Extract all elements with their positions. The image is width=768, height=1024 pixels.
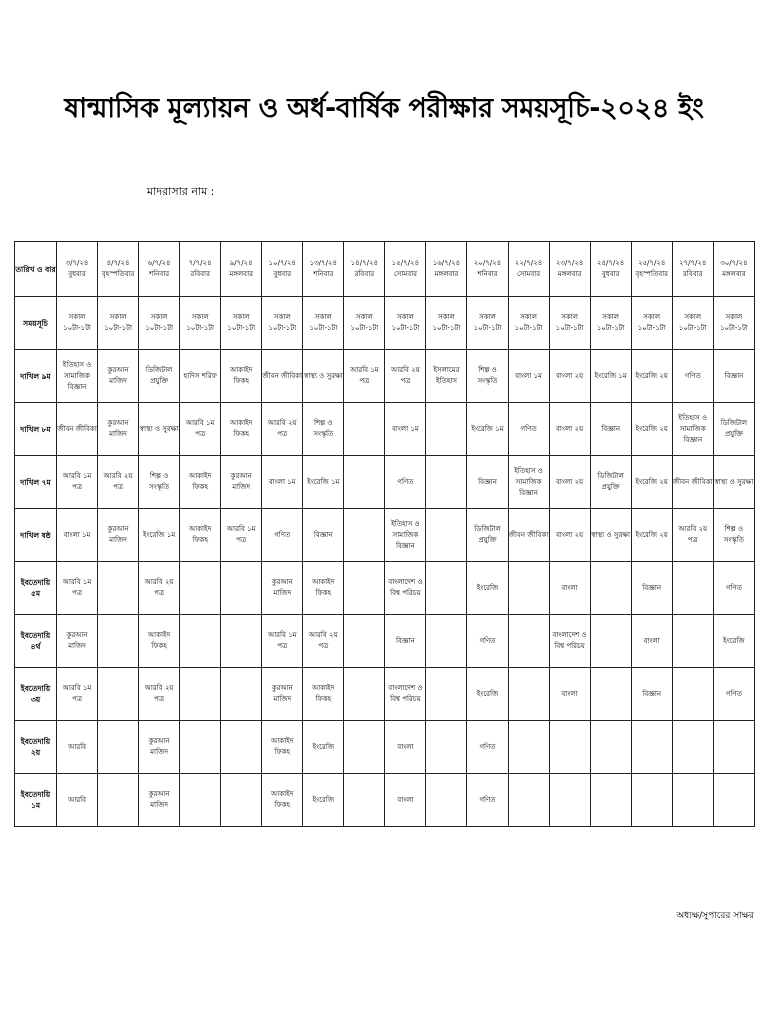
table-cell xyxy=(98,562,139,615)
table-cell: আকাইদ ফিকহ xyxy=(262,721,303,774)
table-cell: স্বাস্থ্য ও সুরক্ষা xyxy=(303,350,344,403)
table-cell: আকাইদ ফিকহ xyxy=(180,509,221,562)
table-cell: গণিত xyxy=(713,562,754,615)
page-title: ষান্মাসিক মূল্যায়ন ও অর্ধ-বার্ষিক পরীক্ষার সময়সূচি-২০২৪ ইং xyxy=(64,93,704,124)
table-cell: ১০/৭/২৪ বুধবার xyxy=(262,242,303,297)
table-cell: ইতিহাস ও সামাজিক বিজ্ঞান xyxy=(672,403,713,456)
table-row xyxy=(15,562,755,615)
table-cell: শিল্প ও সংস্কৃতি xyxy=(713,509,754,562)
table-cell: বাংলা xyxy=(385,721,426,774)
row-label-cell: ইবতেদায়ি ৫ম xyxy=(15,562,57,615)
table-cell: আরবি ১ম পত্র xyxy=(262,615,303,668)
row-label-cell: দাখিল ষষ্ঠ xyxy=(15,509,57,562)
table-cell xyxy=(180,774,221,827)
table-cell xyxy=(426,403,467,456)
table-cell: বাংলা xyxy=(385,774,426,827)
table-cell xyxy=(344,562,385,615)
table-cell xyxy=(672,721,713,774)
table-row xyxy=(15,509,755,562)
table-cell: গণিত xyxy=(467,615,508,668)
table-cell: আরবি ১ম পত্র xyxy=(180,403,221,456)
table-cell: ১৩/৭/২৪ শনিবার xyxy=(303,242,344,297)
table-cell: স্বাস্থ্য ও সুরক্ষা xyxy=(713,456,754,509)
table-cell xyxy=(344,774,385,827)
table-cell xyxy=(508,721,549,774)
table-cell: কুরআন মাজিদ xyxy=(98,509,139,562)
table-cell: গণিত xyxy=(385,456,426,509)
table-cell: সকাল ১০টা-১টা xyxy=(467,297,508,350)
row-label-cell: ইবতেদায়ি ৪র্থ xyxy=(15,615,57,668)
table-cell xyxy=(713,721,754,774)
table-cell: ডিজিটাল প্রযুক্তি xyxy=(590,456,631,509)
table-cell: ৪/৭/২৪ বৃহস্পতিবার xyxy=(98,242,139,297)
table-cell: আরবি ২য় পত্র xyxy=(98,456,139,509)
table-cell: বাংলাদেশ ও বিশ্ব পরিচয় xyxy=(385,562,426,615)
table-cell: হাদিস শরিফ xyxy=(180,350,221,403)
table-cell xyxy=(344,403,385,456)
table-row xyxy=(15,615,755,668)
table-cell xyxy=(98,615,139,668)
principal-signature-label: অধ্যক্ষ/সুপারের সাক্ষর xyxy=(676,911,754,921)
table-cell xyxy=(672,668,713,721)
table-cell: জীবন জীবিকা xyxy=(508,509,549,562)
table-cell xyxy=(549,721,590,774)
table-cell xyxy=(344,668,385,721)
table-cell: আকাইদ ফিকহ xyxy=(221,403,262,456)
table-cell xyxy=(508,615,549,668)
table-cell xyxy=(426,509,467,562)
table-cell: বাংলা xyxy=(549,562,590,615)
table-row xyxy=(15,456,755,509)
table-cell: ইংরেজি ২য় xyxy=(631,509,672,562)
table-cell: আরবি xyxy=(57,774,98,827)
table-cell: ইতিহাস ও সামাজিক বিজ্ঞান xyxy=(508,456,549,509)
table-cell: ৯/৭/২৪ মঙ্গলবার xyxy=(221,242,262,297)
table-cell: গণিত xyxy=(262,509,303,562)
table-cell: সকাল ১০টা-১টা xyxy=(303,297,344,350)
table-cell xyxy=(180,562,221,615)
table-cell xyxy=(672,615,713,668)
table-cell xyxy=(631,721,672,774)
table-cell: গণিত xyxy=(508,403,549,456)
table-cell xyxy=(508,668,549,721)
table-cell: কুরআন মাজিদ xyxy=(139,774,180,827)
table-cell xyxy=(590,721,631,774)
table-cell xyxy=(508,774,549,827)
table-cell xyxy=(426,668,467,721)
table-cell: ৩০/৭/২৪ মঙ্গলবার xyxy=(713,242,754,297)
table-cell: ২৩/৭/২৪ মঙ্গলবার xyxy=(549,242,590,297)
table-cell: আরবি ১ম পত্র xyxy=(57,668,98,721)
table-row xyxy=(15,403,755,456)
table-row xyxy=(15,297,755,350)
table-cell: ইতিহাস ও সামাজিক বিজ্ঞান xyxy=(57,350,98,403)
table-cell: ২৪/৭/২৪ বুধবার xyxy=(590,242,631,297)
table-cell: ২২/৭/২৪ সোমবার xyxy=(508,242,549,297)
table-cell: ইংরেজি ২য় xyxy=(631,350,672,403)
table-cell: স্বাস্থ্য ও সুরক্ষা xyxy=(139,403,180,456)
table-cell: বাংলা ১ম xyxy=(385,403,426,456)
table-cell: সকাল ১০টা-১টা xyxy=(631,297,672,350)
table-cell: বিজ্ঞান xyxy=(303,509,344,562)
table-cell: সকাল ১০টা-১টা xyxy=(344,297,385,350)
row-label-cell: ইবতেদায়ি ২য় xyxy=(15,721,57,774)
table-cell: বাংলা ১ম xyxy=(57,509,98,562)
table-cell: আকাইদ ফিকহ xyxy=(303,668,344,721)
table-cell: ১৫/৭/২৪ সোমবার xyxy=(385,242,426,297)
table-cell: আকাইদ ফিকহ xyxy=(303,562,344,615)
table-cell xyxy=(98,668,139,721)
table-cell: বাংলাদেশ ও বিশ্ব পরিচয় xyxy=(385,668,426,721)
table-cell: গণিত xyxy=(672,350,713,403)
table-cell: ৭/৭/২৪ রবিবার xyxy=(180,242,221,297)
table-cell xyxy=(221,721,262,774)
table-cell: জীবন জীবিকা xyxy=(672,456,713,509)
table-row xyxy=(15,721,755,774)
table-cell xyxy=(713,774,754,827)
table-cell: আরবি ১ম পত্র xyxy=(57,456,98,509)
table-header-row xyxy=(15,242,755,297)
row-label-cell: তারিখ ও বার xyxy=(15,242,57,297)
table-cell: ইংরেজি ১ম xyxy=(590,350,631,403)
table-cell: ২৭/৭/২৪ রবিবার xyxy=(672,242,713,297)
table-cell: কুরআন মাজিদ xyxy=(262,668,303,721)
table-cell xyxy=(221,668,262,721)
table-cell: আকাইদ ফিকহ xyxy=(262,774,303,827)
table-cell xyxy=(549,774,590,827)
table-cell: সকাল ১০টা-১টা xyxy=(57,297,98,350)
table-cell: ইসলামের ইতিহাস xyxy=(426,350,467,403)
table-cell: সকাল ১০টা-১টা xyxy=(221,297,262,350)
row-label-cell: ইবতেদায়ি ৩য় xyxy=(15,668,57,721)
table-cell: গণিত xyxy=(467,774,508,827)
table-cell xyxy=(590,668,631,721)
table-cell xyxy=(344,509,385,562)
table-cell xyxy=(221,615,262,668)
table-cell xyxy=(180,721,221,774)
table-cell: আরবি ১ম পত্র xyxy=(221,509,262,562)
table-cell xyxy=(426,562,467,615)
table-cell: সকাল ১০টা-১টা xyxy=(98,297,139,350)
table-cell: আরবি ১ম পত্র xyxy=(344,350,385,403)
table-cell: ইংরেজি xyxy=(713,615,754,668)
table-cell: সকাল ১০টা-১টা xyxy=(508,297,549,350)
table-cell: ইংরেজি ১ম xyxy=(467,403,508,456)
table-cell xyxy=(98,774,139,827)
table-cell: শিল্প ও সংস্কৃতি xyxy=(303,403,344,456)
table-cell: কুরআন মাজিদ xyxy=(57,615,98,668)
table-cell: আরবি ২য় পত্র xyxy=(139,668,180,721)
table-cell: স্বাস্থ্য ও সুরক্ষা xyxy=(590,509,631,562)
table-cell: ৬/৭/২৪ শনিবার xyxy=(139,242,180,297)
table-cell: কুরআন মাজিদ xyxy=(221,456,262,509)
table-cell: সকাল ১০টা-১টা xyxy=(549,297,590,350)
table-cell: সকাল ১০টা-১টা xyxy=(426,297,467,350)
table-cell: আকাইদ ফিকহ xyxy=(180,456,221,509)
table-cell: বিজ্ঞান xyxy=(631,668,672,721)
table-row xyxy=(15,350,755,403)
table-cell: বিজ্ঞান xyxy=(467,456,508,509)
table-cell: বাংলা xyxy=(631,615,672,668)
table-cell: ২০/৭/২৪ শনিবার xyxy=(467,242,508,297)
table-cell: ইংরেজি xyxy=(467,562,508,615)
table-cell xyxy=(98,721,139,774)
table-cell: ইংরেজি ১ম xyxy=(139,509,180,562)
table-cell xyxy=(180,668,221,721)
table-cell: শিল্প ও সংস্কৃতি xyxy=(467,350,508,403)
table-cell: জীবন জীবিকা xyxy=(57,403,98,456)
table-cell: কুরআন মাজিদ xyxy=(262,562,303,615)
table-row xyxy=(15,774,755,827)
table-row xyxy=(15,668,755,721)
table-cell: ইংরেজি ১ম xyxy=(303,456,344,509)
table-cell: আরবি ১ম পত্র xyxy=(57,562,98,615)
table-cell: বাংলা ২য় xyxy=(549,456,590,509)
table-cell xyxy=(426,456,467,509)
row-label-cell: দাখিল ৭ম xyxy=(15,456,57,509)
table-cell: ৩/৭/২৪ বুধবার xyxy=(57,242,98,297)
table-cell: সকাল ১০টা-১টা xyxy=(139,297,180,350)
table-cell: ইংরেজি xyxy=(303,774,344,827)
table-cell xyxy=(344,456,385,509)
table-cell: আরবি ২য় পত্র xyxy=(672,509,713,562)
table-cell: ইংরেজি ২য় xyxy=(631,403,672,456)
table-cell xyxy=(672,562,713,615)
table-cell: সকাল ১০টা-১টা xyxy=(590,297,631,350)
table-cell xyxy=(590,562,631,615)
table-cell: বাংলা ১ম xyxy=(508,350,549,403)
table-cell: আকাইদ ফিকহ xyxy=(139,615,180,668)
table-cell: কুরআন মাজিদ xyxy=(98,350,139,403)
table-cell: আরবি ২য় পত্র xyxy=(385,350,426,403)
table-cell xyxy=(426,774,467,827)
table-cell: বাংলাদেশ ও বিশ্ব পরিচয় xyxy=(549,615,590,668)
table-cell: বাংলা ২য় xyxy=(549,350,590,403)
row-label-cell: দাখিল ৮ম xyxy=(15,403,57,456)
table-cell: বিজ্ঞান xyxy=(713,350,754,403)
table-cell: ১৪/৭/২৪ রবিবার xyxy=(344,242,385,297)
table-cell: সকাল ১০টা-১টা xyxy=(262,297,303,350)
table-cell: বাংলা ১ম xyxy=(262,456,303,509)
table-cell: ইংরেজি xyxy=(467,668,508,721)
table-cell: সকাল ১০টা-১টা xyxy=(672,297,713,350)
table-cell xyxy=(344,721,385,774)
table-cell: জীবন জীবিকা xyxy=(262,350,303,403)
table-cell: বিজ্ঞান xyxy=(590,403,631,456)
table-cell: গণিত xyxy=(713,668,754,721)
table-cell: ইতিহাস ও সামাজিক বিজ্ঞান xyxy=(385,509,426,562)
table-cell: আরবি ২য় পত্র xyxy=(303,615,344,668)
table-cell: আকাইদ ফিকহ xyxy=(221,350,262,403)
table-cell xyxy=(180,615,221,668)
table-cell xyxy=(426,721,467,774)
table-cell xyxy=(631,774,672,827)
table-cell: সকাল ১০টা-১টা xyxy=(713,297,754,350)
table-cell: ২৫/৭/২৪ বৃহস্পতিবার xyxy=(631,242,672,297)
table-cell: ইংরেজি xyxy=(303,721,344,774)
table-cell xyxy=(590,774,631,827)
table-cell: কুরআন মাজিদ xyxy=(98,403,139,456)
table-cell: বাংলা ২য় xyxy=(549,403,590,456)
exam-schedule-table xyxy=(14,241,755,827)
table-cell: গণিত xyxy=(467,721,508,774)
table-cell: কুরআন মাজিদ xyxy=(139,721,180,774)
table-cell: ডিজিটাল প্রযুক্তি xyxy=(713,403,754,456)
table-cell: সকাল ১০টা-১টা xyxy=(180,297,221,350)
table-cell: বিজ্ঞান xyxy=(385,615,426,668)
table-cell: ১৬/৭/২৪ মঙ্গলবার xyxy=(426,242,467,297)
table-cell: ডিজিটাল প্রযুক্তি xyxy=(467,509,508,562)
table-cell: বিজ্ঞান xyxy=(631,562,672,615)
table-cell xyxy=(221,774,262,827)
row-label-cell: সময়সূচি xyxy=(15,297,57,350)
table-cell: শিল্প ও সংস্কৃতি xyxy=(139,456,180,509)
table-cell xyxy=(221,562,262,615)
table-cell: আরবি ২য় পত্র xyxy=(139,562,180,615)
row-label-cell: দাখিল ৯ম xyxy=(15,350,57,403)
table-cell xyxy=(508,562,549,615)
table-cell xyxy=(344,615,385,668)
table-cell: আরবি ২য় পত্র xyxy=(262,403,303,456)
table-cell: বাংলা xyxy=(549,668,590,721)
table-cell: সকাল ১০টা-১টা xyxy=(385,297,426,350)
table-cell xyxy=(590,615,631,668)
table-cell: ইংরেজি ২য় xyxy=(631,456,672,509)
table-cell: আরবি xyxy=(57,721,98,774)
table-cell xyxy=(672,774,713,827)
madrasa-name-label: মাদরাসার নাম : xyxy=(147,185,215,198)
table-cell: ডিজিটাল প্রযুক্তি xyxy=(139,350,180,403)
table-cell xyxy=(426,615,467,668)
row-label-cell: ইবতেদায়ি ১ম xyxy=(15,774,57,827)
table-cell: বাংলা ২য় xyxy=(549,509,590,562)
